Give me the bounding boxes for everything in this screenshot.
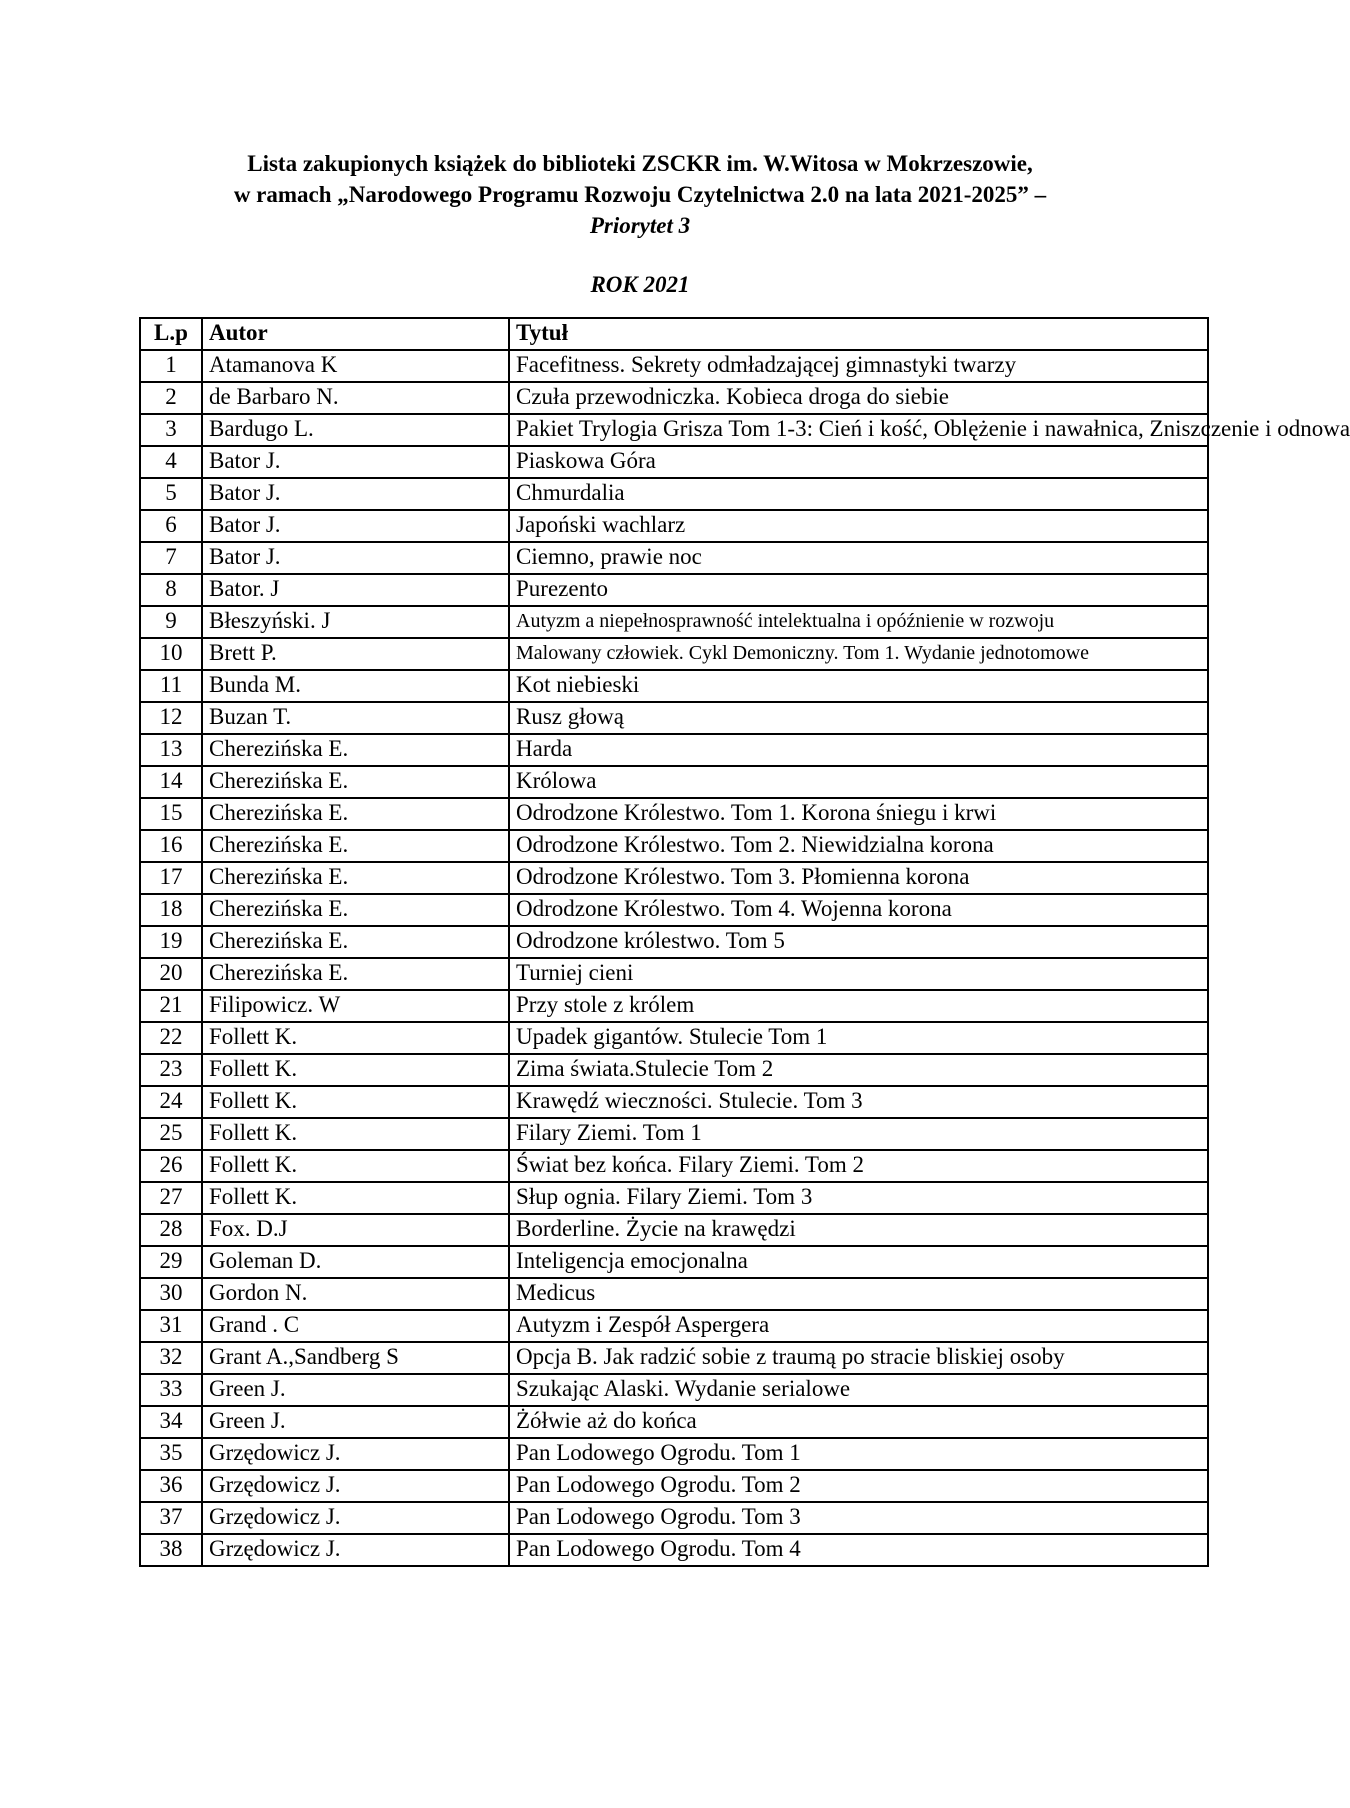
cell-lp: 38 — [140, 1534, 202, 1566]
cell-author: Grzędowicz J. — [202, 1502, 509, 1534]
cell-author: Follett K. — [202, 1086, 509, 1118]
table-row — [140, 574, 1208, 606]
cell-author: Green J. — [202, 1374, 509, 1406]
table-row — [140, 606, 1208, 638]
table-row — [140, 990, 1208, 1022]
cell-title: Malowany człowiek. Cykl Demoniczny. Tom 1. Wydanie jednotomowe — [509, 638, 1208, 670]
cell-title: Harda — [509, 734, 1208, 766]
cell-lp: 2 — [140, 382, 202, 414]
table-row — [140, 670, 1208, 702]
table-row — [140, 1438, 1208, 1470]
cell-title: Krawędź wieczności. Stulecie. Tom 3 — [509, 1086, 1208, 1118]
cell-author: Follett K. — [202, 1182, 509, 1214]
cell-title: Purezento — [509, 574, 1208, 606]
table-header-row — [140, 318, 1208, 350]
cell-title: Zima świata.Stulecie Tom 2 — [509, 1054, 1208, 1086]
cell-title: Inteligencja emocjonalna — [509, 1246, 1208, 1278]
table-row — [140, 1310, 1208, 1342]
cell-title: Odrodzone Królestwo. Tom 3. Płomienna korona — [509, 862, 1208, 894]
table-row — [140, 1534, 1208, 1566]
table-row — [140, 798, 1208, 830]
table-row — [140, 1374, 1208, 1406]
cell-author: Cherezińska E. — [202, 798, 509, 830]
cell-lp: 10 — [140, 638, 202, 670]
cell-author: Green J. — [202, 1406, 509, 1438]
cell-author: Grant A.,Sandberg S — [202, 1342, 509, 1374]
table-row — [140, 1118, 1208, 1150]
cell-author: Cherezińska E. — [202, 766, 509, 798]
cell-author: Follett K. — [202, 1054, 509, 1086]
cell-author: Cherezińska E. — [202, 958, 509, 990]
cell-lp: 15 — [140, 798, 202, 830]
header-line-1: Lista zakupionych książek do biblioteki ZSCKR im. W.Witosa w Mokrzeszowie, — [247, 151, 1033, 176]
cell-title: Medicus — [509, 1278, 1208, 1310]
cell-title: Pakiet Trylogia Grisza Tom 1-3: Cień i kość, Oblężenie i nawałnica, Zniszczenie i odnowa — [509, 414, 1208, 446]
cell-author: Bator. J — [202, 574, 509, 606]
cell-lp: 14 — [140, 766, 202, 798]
table-row — [140, 1342, 1208, 1374]
column-header-lp: L.p — [140, 318, 202, 350]
table-row — [140, 350, 1208, 382]
cell-title: Chmurdalia — [509, 478, 1208, 510]
cell-lp: 32 — [140, 1342, 202, 1374]
table-row — [140, 1054, 1208, 1086]
cell-author: Follett K. — [202, 1118, 509, 1150]
cell-author: Bator J. — [202, 478, 509, 510]
cell-author: Buzan T. — [202, 702, 509, 734]
cell-title: Odrodzone królestwo. Tom 5 — [509, 926, 1208, 958]
cell-author: Bator J. — [202, 446, 509, 478]
cell-title: Przy stole z królem — [509, 990, 1208, 1022]
cell-lp: 30 — [140, 1278, 202, 1310]
table-row — [140, 542, 1208, 574]
cell-author: Atamanova K — [202, 350, 509, 382]
cell-title: Japoński wachlarz — [509, 510, 1208, 542]
column-header-title: Tytuł — [509, 318, 1208, 350]
cell-title: Królowa — [509, 766, 1208, 798]
cell-author: Grzędowicz J. — [202, 1470, 509, 1502]
cell-author: Bunda M. — [202, 670, 509, 702]
cell-lp: 20 — [140, 958, 202, 990]
table-row — [140, 1086, 1208, 1118]
cell-lp: 33 — [140, 1374, 202, 1406]
cell-title: Autyzm i Zespół Aspergera — [509, 1310, 1208, 1342]
header-line-3: Priorytet 3 — [589, 213, 691, 238]
cell-lp: 35 — [140, 1438, 202, 1470]
cell-lp: 22 — [140, 1022, 202, 1054]
cell-author: Grzędowicz J. — [202, 1534, 509, 1566]
cell-author: Follett K. — [202, 1150, 509, 1182]
table-row — [140, 734, 1208, 766]
cell-title: Ciemno, prawie noc — [509, 542, 1208, 574]
cell-author: Goleman D. — [202, 1246, 509, 1278]
cell-title: Żółwie aż do końca — [509, 1406, 1208, 1438]
table-row — [140, 1150, 1208, 1182]
cell-lp: 21 — [140, 990, 202, 1022]
cell-author: Cherezińska E. — [202, 926, 509, 958]
books-table — [139, 317, 1350, 1567]
cell-author: Brett P. — [202, 638, 509, 670]
cell-author: de Barbaro N. — [202, 382, 509, 414]
cell-title: Odrodzone Królestwo. Tom 4. Wojenna korona — [509, 894, 1208, 926]
table-row — [140, 862, 1208, 894]
cell-title: Świat bez końca. Filary Ziemi. Tom 2 — [509, 1150, 1208, 1182]
cell-lp: 23 — [140, 1054, 202, 1086]
cell-author: Follett K. — [202, 1022, 509, 1054]
document-header — [0, 148, 1280, 241]
cell-title: Borderline. Życie na krawędzi — [509, 1214, 1208, 1246]
cell-lp: 5 — [140, 478, 202, 510]
cell-title: Facefitness. Sekrety odmładzającej gimnastyki twarzy — [509, 350, 1208, 382]
table-row — [140, 1470, 1208, 1502]
year-heading: ROK 2021 — [590, 272, 690, 297]
cell-lp: 11 — [140, 670, 202, 702]
cell-lp: 12 — [140, 702, 202, 734]
table-row — [140, 702, 1208, 734]
cell-title: Odrodzone Królestwo. Tom 2. Niewidzialna korona — [509, 830, 1208, 862]
cell-lp: 17 — [140, 862, 202, 894]
table-row — [140, 894, 1208, 926]
table-row — [140, 1246, 1208, 1278]
cell-title: Słup ognia. Filary Ziemi. Tom 3 — [509, 1182, 1208, 1214]
cell-author: Grzędowicz J. — [202, 1438, 509, 1470]
table-row — [140, 830, 1208, 862]
cell-author: Filipowicz. W — [202, 990, 509, 1022]
cell-lp: 31 — [140, 1310, 202, 1342]
table-row — [140, 1022, 1208, 1054]
cell-lp: 37 — [140, 1502, 202, 1534]
column-header-author: Autor — [202, 318, 509, 350]
cell-lp: 27 — [140, 1182, 202, 1214]
table-row — [140, 1182, 1208, 1214]
cell-lp: 4 — [140, 446, 202, 478]
header-line-2: w ramach „Narodowego Programu Rozwoju Czytelnictwa 2.0 na lata 2021-2025” – — [233, 182, 1047, 207]
cell-title: Opcja B. Jak radzić sobie z traumą po stracie bliskiej osoby — [509, 1342, 1208, 1374]
cell-author: Fox. D.J — [202, 1214, 509, 1246]
cell-title: Upadek gigantów. Stulecie Tom 1 — [509, 1022, 1208, 1054]
table-row — [140, 766, 1208, 798]
cell-title: Pan Lodowego Ogrodu. Tom 3 — [509, 1502, 1208, 1534]
cell-author: Grand . C — [202, 1310, 509, 1342]
cell-lp: 13 — [140, 734, 202, 766]
cell-lp: 16 — [140, 830, 202, 862]
table-row — [140, 510, 1208, 542]
cell-lp: 1 — [140, 350, 202, 382]
cell-lp: 24 — [140, 1086, 202, 1118]
cell-title: Szukając Alaski. Wydanie serialowe — [509, 1374, 1208, 1406]
table-row — [140, 638, 1208, 670]
cell-title: Turniej cieni — [509, 958, 1208, 990]
cell-lp: 3 — [140, 414, 202, 446]
cell-title: Piaskowa Góra — [509, 446, 1208, 478]
cell-lp: 36 — [140, 1470, 202, 1502]
cell-title: Odrodzone Królestwo. Tom 1. Korona śniegu i krwi — [509, 798, 1208, 830]
cell-title: Pan Lodowego Ogrodu. Tom 1 — [509, 1438, 1208, 1470]
cell-title: Pan Lodowego Ogrodu. Tom 4 — [509, 1534, 1208, 1566]
cell-lp: 8 — [140, 574, 202, 606]
cell-lp: 7 — [140, 542, 202, 574]
table-row — [140, 958, 1208, 990]
cell-author: Cherezińska E. — [202, 862, 509, 894]
cell-lp: 29 — [140, 1246, 202, 1278]
cell-title: Filary Ziemi. Tom 1 — [509, 1118, 1208, 1150]
cell-lp: 19 — [140, 926, 202, 958]
cell-author: Bator J. — [202, 510, 509, 542]
cell-lp: 28 — [140, 1214, 202, 1246]
cell-author: Cherezińska E. — [202, 734, 509, 766]
cell-title: Pan Lodowego Ogrodu. Tom 2 — [509, 1470, 1208, 1502]
cell-lp: 34 — [140, 1406, 202, 1438]
cell-author: Cherezińska E. — [202, 830, 509, 862]
table-row — [140, 1406, 1208, 1438]
table-row — [140, 478, 1208, 510]
table-row — [140, 1502, 1208, 1534]
cell-lp: 26 — [140, 1150, 202, 1182]
cell-lp: 9 — [140, 606, 202, 638]
cell-lp: 18 — [140, 894, 202, 926]
table-row — [140, 1278, 1208, 1310]
cell-author: Bator J. — [202, 542, 509, 574]
cell-author: Cherezińska E. — [202, 894, 509, 926]
table-row — [140, 382, 1208, 414]
cell-title: Czuła przewodniczka. Kobieca droga do siebie — [509, 382, 1208, 414]
cell-author: Bardugo L. — [202, 414, 509, 446]
table-row — [140, 414, 1208, 446]
cell-lp: 25 — [140, 1118, 202, 1150]
cell-author: Błeszyński. J — [202, 606, 509, 638]
cell-author: Gordon N. — [202, 1278, 509, 1310]
table-row — [140, 1214, 1208, 1246]
table-row — [140, 446, 1208, 478]
cell-title: Autyzm a niepełnosprawność intelektualna i opóźnienie w rozwoju — [509, 606, 1208, 638]
cell-lp: 6 — [140, 510, 202, 542]
cell-title: Kot niebieski — [509, 670, 1208, 702]
cell-title: Rusz głową — [509, 702, 1208, 734]
table-row — [140, 926, 1208, 958]
